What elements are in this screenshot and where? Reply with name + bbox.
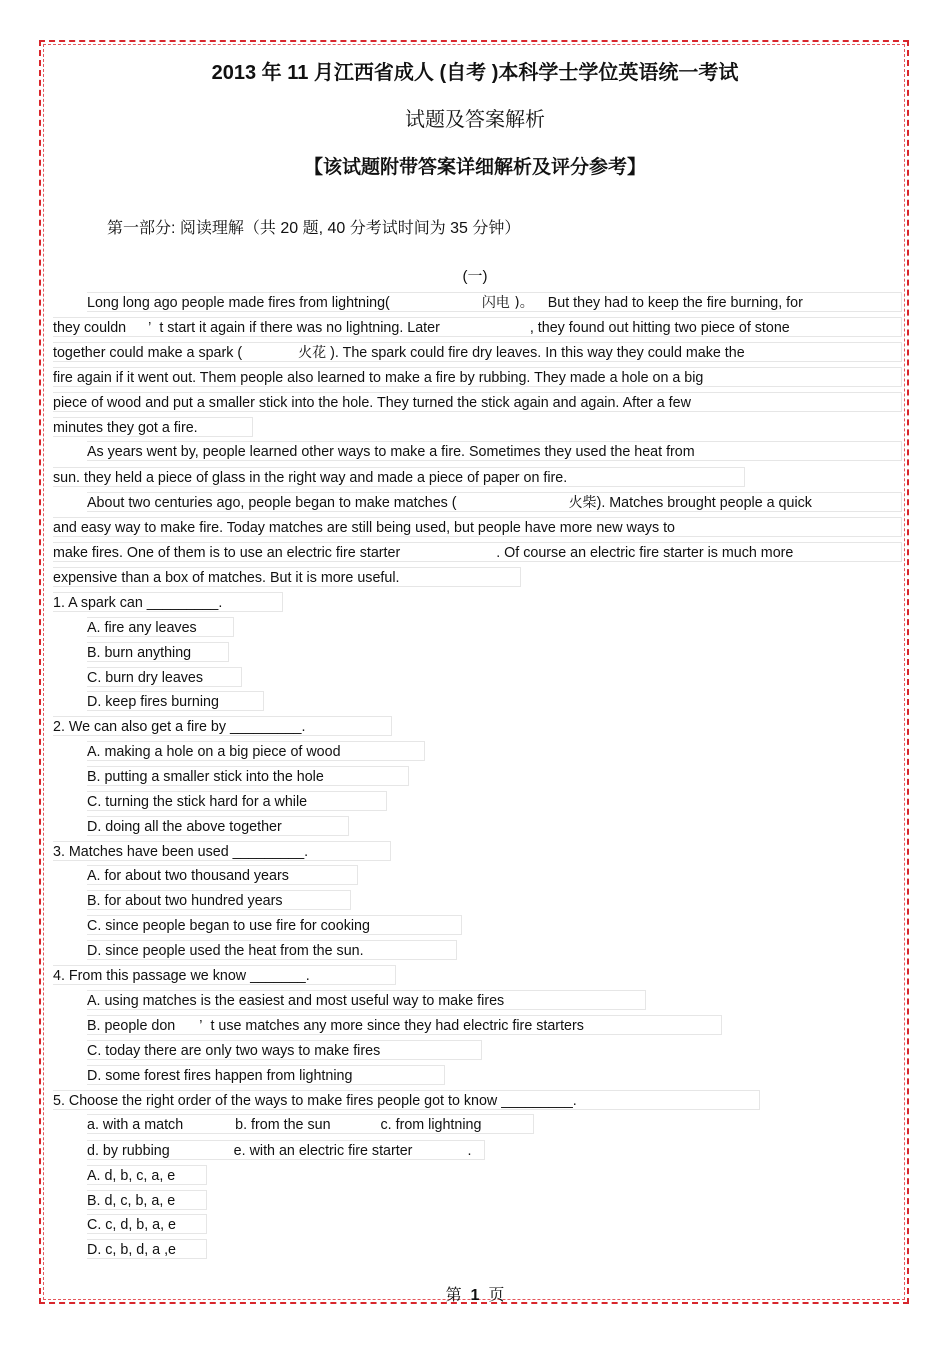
answer-option[interactable]: B. for about two hundred years xyxy=(87,890,351,910)
answer-option[interactable]: A. using matches is the easiest and most useful way to make fires xyxy=(87,990,646,1010)
passage-line: fire again if it went out. Them people also learned to make a fire by rubbing. They made a hole on a big xyxy=(53,367,902,387)
answer-option[interactable]: D. keep fires burning xyxy=(87,691,264,711)
exam-note: 【该试题附带答案详细解析及评分参考】 xyxy=(303,157,646,178)
passage-line: expensive than a box of matches. But it is more useful. xyxy=(53,567,521,587)
page-number: 第 1 页 xyxy=(445,1287,505,1304)
answer-option[interactable]: A. for about two thousand years xyxy=(87,865,358,885)
answer-option[interactable]: C. c, d, b, a, e xyxy=(87,1214,207,1234)
answer-option[interactable]: D. doing all the above together xyxy=(87,816,349,836)
answer-option[interactable]: D. some forest fires happen from lightning xyxy=(87,1065,445,1085)
answer-option[interactable]: A. d, b, c, a, e xyxy=(87,1165,207,1185)
question-stem: 5. Choose the right order of the ways to make fires people got to know _________. xyxy=(53,1090,760,1110)
passage-line: make fires. One of them is to use an electric fire starter . Of course an electric fire starter is much more xyxy=(53,542,902,562)
question-stem: 4. From this passage we know _______. xyxy=(53,965,396,985)
ordering-items: a. with a match b. from the sun c. from lightning xyxy=(87,1114,534,1134)
passage-line: piece of wood and put a smaller stick into the hole. They turned the stick again and again. After a few xyxy=(53,392,902,412)
answer-option[interactable]: B. d, c, b, a, e xyxy=(87,1190,207,1210)
answer-option[interactable]: D. c, b, d, a ,e xyxy=(87,1239,207,1259)
passage-line: together could make a spark ( 火花 ). The spark could fire dry leaves. In this way they could make the xyxy=(53,342,902,362)
ordering-items: d. by rubbing e. with an electric fire starter . xyxy=(87,1140,485,1160)
section-heading: 第一部分: 阅读理解（共 20 题, 40 分考试时间为 35 分钟） xyxy=(107,220,521,237)
passage-line: Long long ago people made fires from lightning( 闪电 )。 But they had to keep the fire burning, for xyxy=(87,292,902,312)
answer-option[interactable]: A. making a hole on a big piece of wood xyxy=(87,741,425,761)
answer-option[interactable]: C. burn dry leaves xyxy=(87,667,242,687)
answer-option[interactable]: A. fire any leaves xyxy=(87,617,234,637)
passage-line: minutes they got a fire. xyxy=(53,417,253,437)
passage-line: About two centuries ago, people began to make matches ( 火柴). Matches brought people a quick xyxy=(87,492,902,512)
passage-number: (一) xyxy=(462,268,488,285)
answer-option[interactable]: D. since people used the heat from the sun. xyxy=(87,940,457,960)
passage-line: sun. they held a piece of glass in the right way and made a piece of paper on fire. xyxy=(53,467,745,487)
answer-option[interactable]: B. burn anything xyxy=(87,642,229,662)
answer-option[interactable]: B. people don ’ t use matches any more since they had electric fire starters xyxy=(87,1015,722,1035)
answer-option[interactable]: C. today there are only two ways to make fires xyxy=(87,1040,482,1060)
question-stem: 1. A spark can _________. xyxy=(53,592,283,612)
exam-title: 2013 年 11 月江西省成人 (自考 )本科学士学位英语统一考试 xyxy=(211,62,739,84)
passage-line: and easy way to make fire. Today matches are still being used, but people have more new ways to xyxy=(53,517,902,537)
passage-line: they couldn ’ t start it again if there was no lightning. Later , they found out hitting two piece of stone xyxy=(53,317,902,337)
answer-option[interactable]: B. putting a smaller stick into the hole xyxy=(87,766,409,786)
passage-line: As years went by, people learned other ways to make a fire. Sometimes they used the heat from xyxy=(87,441,902,461)
answer-option[interactable]: C. turning the stick hard for a while xyxy=(87,791,387,811)
question-stem: 3. Matches have been used _________. xyxy=(53,841,391,861)
question-stem: 2. We can also get a fire by _________. xyxy=(53,716,392,736)
answer-option[interactable]: C. since people began to use fire for cooking xyxy=(87,915,462,935)
exam-subtitle: 试题及答案解析 xyxy=(405,109,545,131)
